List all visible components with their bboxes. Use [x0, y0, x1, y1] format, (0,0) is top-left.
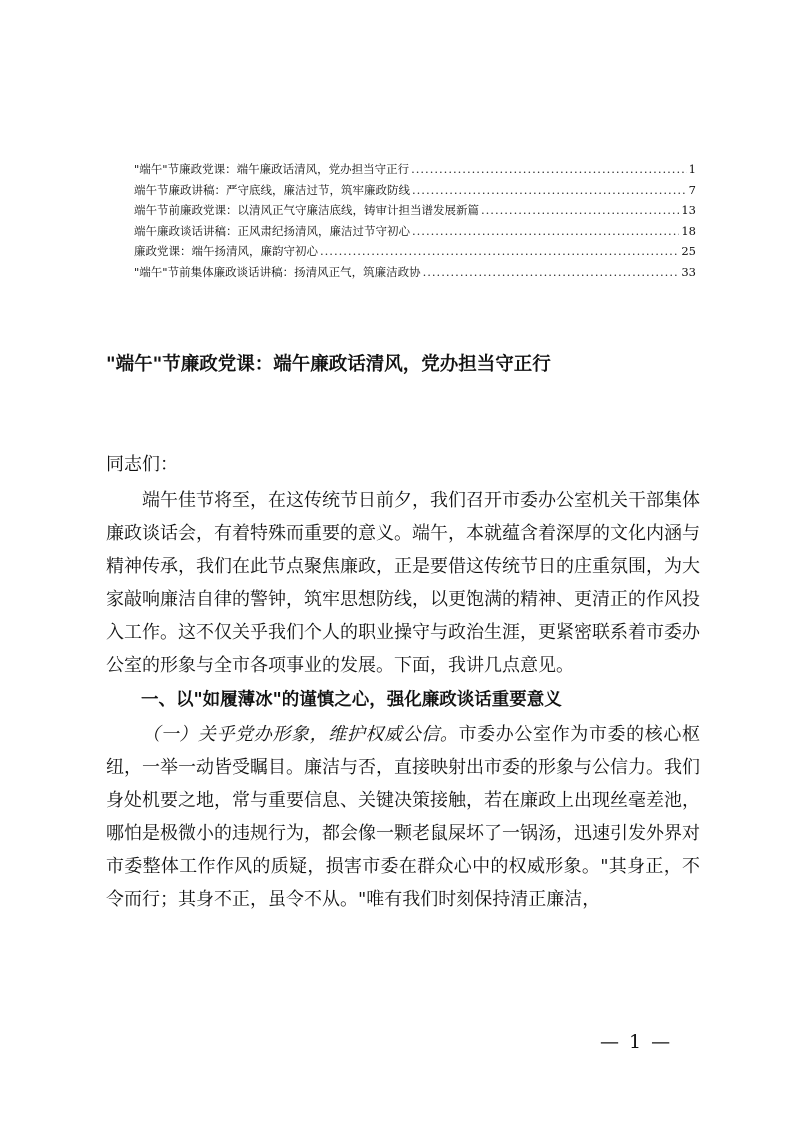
section-heading: 一、以"如履薄冰"的谨慎之心，强化廉政谈话重要意义 [141, 690, 562, 710]
toc-dot-leader [411, 159, 687, 180]
toc-entry[interactable] [134, 200, 696, 221]
toc-entry-title: "端午"节廉政党课：端午廉政话清风，党办担当守正行 [134, 162, 410, 176]
toc-entry-page: 18 [681, 223, 696, 238]
intro-paragraph: 端午佳节将至，在这传统节日前夕，我们召开市委办公室机关干部集体廉政谈话会，有着特殊而重要的意义。端午，本就蕴含着深厚的文化内涵与精神传承，我们在此节点聚焦廉政，正是要借这传统节日的庄重氛围，为大家敲响廉洁自律的警钟，筑牢思想防线，以更饱满的精神、更清正的作风投入工作。这不仅关乎我们个人的职业操守与政治生涯，更紧密联系着市委办公室的形象与全市各项事业的发展。下面，我讲几点意见。 [106, 490, 700, 676]
toc-dot-leader [320, 241, 679, 262]
toc-entry-title: 廉政党课：端午扬清风，廉韵守初心 [134, 244, 318, 259]
toc-entry-page: 13 [681, 203, 696, 218]
toc-entry[interactable] [134, 159, 696, 180]
toc-entry-title: "端午"节前集体廉政谈话讲稿：扬清风正气，筑廉洁政协 [134, 264, 421, 279]
subsection-paragraph [106, 718, 700, 916]
toc-dot-leader [412, 221, 679, 242]
toc-dot-leader [481, 200, 679, 221]
toc-entry[interactable] [134, 221, 696, 242]
toc-entry-page: 7 [688, 182, 696, 197]
toc-entry[interactable] [134, 241, 696, 262]
toc-entry-title: 端午廉政谈话讲稿：正风肃纪扬清风，廉洁过节守初心 [134, 223, 410, 238]
article-body [106, 484, 700, 916]
toc-dot-leader [412, 180, 687, 201]
toc-entry-page: 33 [681, 264, 696, 279]
article-title: "端午"节廉政党课：端午廉政话清风，党办担当守正行 [106, 354, 551, 375]
toc-dot-leader [423, 262, 680, 283]
subsection-body: 市委办公室作为市委的核心枢纽，一举一动皆受瞩目。廉洁与否，直接映射出市委的形象与公信力。我们身处机要之地，常与重要信息、关键决策接触，若在廉政上出现丝毫差池，哪怕是极微小的违规行为，都会像一颗老鼠屎坏了一锅汤，迅速引发外界对市委整体工作作风的质疑，损害市委在群众心中的权威形象。"其身正，不令而行；其身不正，虽令不从。"唯有我们时刻保持清正廉洁， [106, 724, 701, 910]
toc-entry-page: 1 [688, 162, 696, 176]
salutation: 同志们： [106, 454, 178, 475]
toc-entry-title: 端午节前廉政党课：以清风正气守廉洁底线，铸审计担当谱发展新篇 [134, 203, 479, 218]
toc-entry-page: 25 [681, 244, 696, 259]
subsection-lead: （一）关乎党办形象，维护权威公信。 [142, 724, 459, 745]
toc-entry[interactable] [134, 262, 696, 283]
toc-entry-title: 端午节廉政讲稿：严守底线，廉洁过节，筑牢廉政防线 [134, 182, 410, 197]
toc-entry[interactable] [134, 180, 696, 201]
table-of-contents [134, 159, 696, 283]
page-number: — 1 — [600, 1031, 673, 1053]
